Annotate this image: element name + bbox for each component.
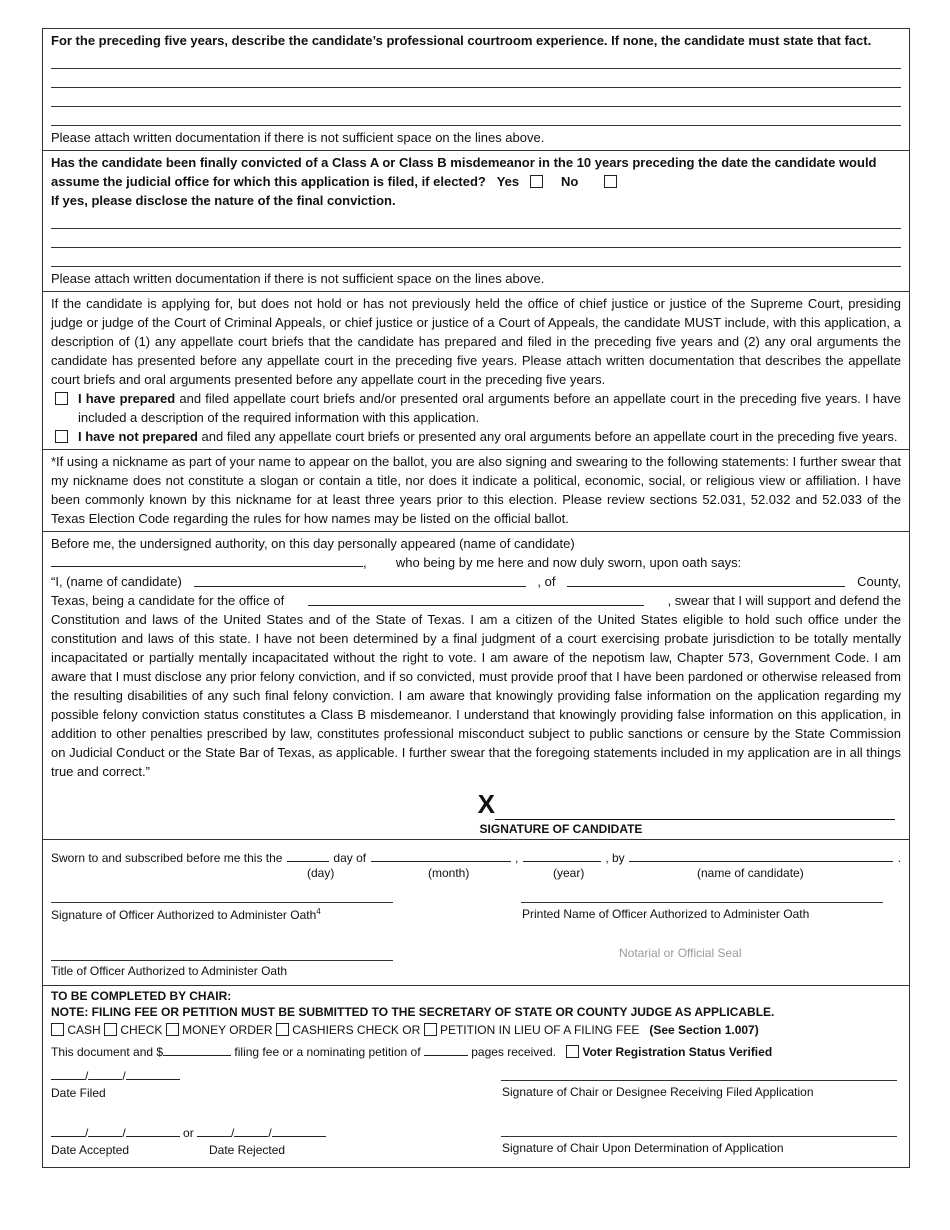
answer-line[interactable] <box>51 69 901 88</box>
yes-label: Yes <box>496 174 520 189</box>
answer-line[interactable] <box>51 248 901 267</box>
candidate-name-field[interactable] <box>194 575 526 587</box>
comma: , <box>515 851 519 865</box>
by-text: , by <box>605 851 625 865</box>
not-prepared-checkbox[interactable] <box>55 430 68 443</box>
sworn-text: Sworn to and subscribed before me this the <box>51 851 283 865</box>
check-checkbox[interactable] <box>104 1023 117 1036</box>
voter-verified-checkbox[interactable] <box>566 1045 579 1058</box>
officer-title-label: Title of Officer Authorized to Administer Oath <box>51 964 288 978</box>
no-label: No <box>561 174 579 189</box>
day-field[interactable] <box>287 850 329 862</box>
experience-section <box>43 29 909 151</box>
month-field[interactable] <box>371 850 511 862</box>
officer-sig-label: Signature of Officer Authorized to Administer Oath <box>51 908 317 922</box>
chair-heading: TO BE COMPLETED BY CHAIR: <box>51 989 232 1003</box>
answer-line[interactable] <box>51 88 901 107</box>
answer-line[interactable] <box>51 50 901 69</box>
year-field[interactable] <box>523 850 601 862</box>
printed-name-label: Printed Name of Officer Authorized to Administer Oath <box>522 907 810 921</box>
slash: / <box>122 1126 126 1140</box>
pages-field[interactable] <box>424 1044 468 1056</box>
slash: / <box>85 1126 89 1140</box>
slash: / <box>122 1069 126 1083</box>
seal-area: Notarial or Official Seal <box>619 946 742 960</box>
nickname-section <box>43 450 909 532</box>
date-accepted-day[interactable] <box>88 1125 122 1137</box>
petition-checkbox[interactable] <box>424 1023 437 1036</box>
not-prepared-bold: I have not prepared <box>78 429 198 444</box>
date-accepted-label: Date Accepted <box>51 1143 130 1157</box>
cashiers-check-label: CASHIERS CHECK OR <box>292 1023 421 1037</box>
receiving-sig-line[interactable] <box>501 1080 897 1081</box>
year-caption: (year) <box>553 866 585 880</box>
county-field[interactable] <box>567 575 845 587</box>
day-of-text: day of <box>333 851 367 865</box>
document-text: This document and $ <box>51 1045 164 1059</box>
candidate-signature <box>51 789 901 820</box>
answer-line[interactable] <box>51 210 901 229</box>
petition-label: PETITION IN LIEU OF A FILING FEE <box>439 1023 640 1037</box>
determination-sig-label: Signature of Chair Upon Determination of Application <box>502 1141 784 1155</box>
receiving-sig-label: Signature of Chair or Designee Receiving Filed Application <box>502 1085 814 1099</box>
name-field[interactable] <box>629 850 893 862</box>
printed-name-line[interactable] <box>521 902 883 903</box>
date-rejected-month[interactable] <box>197 1125 231 1137</box>
voter-verified-label: Voter Registration Status Verified <box>582 1045 773 1059</box>
answer-line[interactable] <box>51 107 901 126</box>
yes-checkbox[interactable] <box>530 175 543 188</box>
officer-sig-line[interactable] <box>51 902 393 903</box>
date-filed-month[interactable] <box>51 1068 85 1080</box>
disclose-label: If yes, please disclose the nature of the final conviction. <box>51 193 396 208</box>
money-order-checkbox[interactable] <box>166 1023 179 1036</box>
conviction-section <box>43 151 909 292</box>
fee-amount-field[interactable] <box>163 1044 231 1056</box>
date-rejected-year[interactable] <box>272 1125 326 1137</box>
conviction-question: Has the candidate been finally convicted of a Class A or Class B misdemeanor in the 10 years preceding the date the candidate would assume the judicial office for which this application is filed, if elected? <box>51 155 877 189</box>
cashiers-check-checkbox[interactable] <box>276 1023 289 1036</box>
answer-line[interactable] <box>51 229 901 248</box>
office-field[interactable] <box>308 594 644 606</box>
oath-support-text: , swear that I will support and defend the <box>667 593 901 608</box>
appellate-intro: If the candidate is applying for, but does not hold or has not previously held the office of chief justice or justice of the Supreme Court, presiding judge or judge of the Court of Criminal Appeals, or chief justice or justice of a Court of Appeals, the candidate MUST include, with this application, a description of (1) any appellate court briefs that the candidate has prepared and filed in the preceding five years and (2) any oral arguments the candidate has presented before any appellate court in the preceding five years. Please attach written documentation that describes the appellate court briefs and oral arguments presented before any appellate court in the preceding five years. <box>51 296 901 387</box>
pages-text: pages received. <box>471 1045 556 1059</box>
section-ref: (See Section 1.007) <box>649 1023 759 1037</box>
or-text: or <box>183 1126 194 1140</box>
nickname-text: *If using a nickname as part of your name to appear on the ballot, you are also signing and swearing to the following statements: I further swear that my nickname does not constitute a slogan or contain a title, nor does it indicate a political, economic, social, or religious view or affiliation. I have been commonly known by this nickname for at least three years prior to this election. Please review sections 52.031, 52.032 and 52.033 of the Texas Election Code regarding the rules for how names may be listed on the official ballot. <box>51 454 901 526</box>
option-not-prepared <box>51 427 901 446</box>
determination-sig-line[interactable] <box>501 1136 897 1137</box>
petition-text: filing fee or a nominating petition of <box>234 1045 421 1059</box>
money-order-label: MONEY ORDER <box>182 1023 273 1037</box>
slash: / <box>268 1126 272 1140</box>
signature-label: SIGNATURE OF CANDIDATE <box>479 822 643 836</box>
prepared-checkbox[interactable] <box>55 392 68 405</box>
oath-line2: who being by me here and now duly sworn, upon oath says: <box>395 555 742 570</box>
signature-line[interactable] <box>495 798 895 820</box>
prepared-bold: I have prepared <box>78 391 176 406</box>
date-filed-label: Date Filed <box>51 1086 106 1100</box>
period: . <box>897 851 901 865</box>
prepared-text: and filed appellate court briefs and/or presented oral arguments before an appellate court in the preceding five years. I have included a description of the required information with this application. <box>78 391 901 425</box>
oath-name-label: “I, (name of candidate) <box>51 574 182 589</box>
cash-label: CASH <box>67 1023 101 1037</box>
attach-note: Please attach written documentation if there is not sufficient space on the lines above. <box>51 271 545 286</box>
attach-note: Please attach written documentation if there is not sufficient space on the lines above. <box>51 130 545 145</box>
oath-section: Before me, the undersigned authority, on this day personally appeared (name of candidate) , who being by me here and now duly sworn, upon oath says: “I, (name of candidate) , of County, Texas, being a candidate for the office of , swear that I will support and defend the Constitution and laws of the United States and of the State of Texas. I am a citizen of the United States eligible to hold such office under the constitution and laws of this state. I have not been determined by a final judgment of a court exercising probate jurisdiction to be totally mentally incapacitated or partially mentally incapacitated without the right to vote. I am aware of the nepotism law, Chapter 573, Government Code. I am aware that I must disclose any prior felony conviction, and if so convicted, must provide proof that I have been pardoned or otherwise released from the resulting disabilities of any such final felony conviction. I am aware that knowingly providing false information on the application regarding my possible felony conviction status constitutes a Class B misdemeanor. I understand that knowingly providing false information on this application, in addition to other penalties prescribed by law, constitutes professional misconduct subject to public sanctions or censure by the State Commission on Judicial Conduct or the State Bar of Texas, as applicable. I further swear that the foregoing statements included in my application are in all things true and correct.” X SIGNATURE OF CANDIDATE <box>43 532 909 840</box>
oath-body: Constitution and laws of the United States and of the State of Texas. I am a citizen of the United States eligible to hold such office under the constitution and laws of this state. I have not been determined by a final judgment of a court exercising probate jurisdiction to be totally mentally incapacitated or partially mentally incapacitated without the right to vote. I am aware of the nepotism law, Chapter 573, Government Code. I am aware that I must disclose any prior felony conviction, and if so convicted, must provide proof that I have been pardoned or otherwise released from the resulting disabilities of any such final felony conviction. I am aware that knowingly providing false information on the application regarding my possible felony conviction status constitutes a Class B misdemeanor. I understand that knowingly providing false information on this application, in addition to other penalties prescribed by law, constitutes professional misconduct subject to public sanctions or censure by the State Commission on Judicial Conduct or the State Bar of Texas, as applicable. I further swear that the foregoing statements included in my application are in all things true and correct.” <box>51 612 901 779</box>
footnote-marker: 4 <box>316 907 321 916</box>
date-accepted-month[interactable] <box>51 1125 85 1137</box>
experience-question: For the preceding five years, describe the candidate’s professional courtroom experience. If none, the candidate must state that fact. <box>51 33 872 48</box>
office-label: Texas, being a candidate for the office of <box>51 593 285 608</box>
cash-checkbox[interactable] <box>51 1023 64 1036</box>
application-form <box>42 28 910 1168</box>
oath-of-label: , of <box>537 574 556 589</box>
officer-title-line[interactable] <box>51 960 393 961</box>
chair-note: NOTE: FILING FEE OR PETITION MUST BE SUBMITTED TO THE SECRETARY OF STATE OR COUNTY JUDGE AS APPLICABLE. <box>51 1005 775 1019</box>
day-caption: (day) <box>307 866 335 880</box>
sworn-section <box>43 840 909 986</box>
no-checkbox[interactable] <box>604 175 617 188</box>
date-filed-year[interactable] <box>126 1068 180 1080</box>
name-caption: (name of candidate) <box>697 866 804 880</box>
candidate-name-field[interactable] <box>51 555 363 567</box>
date-rejected-day[interactable] <box>234 1125 268 1137</box>
chair-section <box>43 986 909 1167</box>
check-label: CHECK <box>120 1023 163 1037</box>
signature-x: X <box>477 789 495 819</box>
date-rejected-label: Date Rejected <box>209 1143 286 1157</box>
month-caption: (month) <box>428 866 470 880</box>
not-prepared-text: and filed any appellate court briefs or presented any oral arguments before an appellate court in the preceding five years. <box>197 429 898 444</box>
slash: / <box>231 1126 235 1140</box>
date-filed-day[interactable] <box>88 1068 122 1080</box>
option-prepared <box>51 389 901 427</box>
date-accepted-year[interactable] <box>126 1125 180 1137</box>
appellate-section <box>43 292 909 450</box>
county-label: County, <box>857 574 901 589</box>
slash: / <box>85 1069 89 1083</box>
oath-line1: Before me, the undersigned authority, on this day personally appeared (name of candidate) <box>51 536 575 551</box>
